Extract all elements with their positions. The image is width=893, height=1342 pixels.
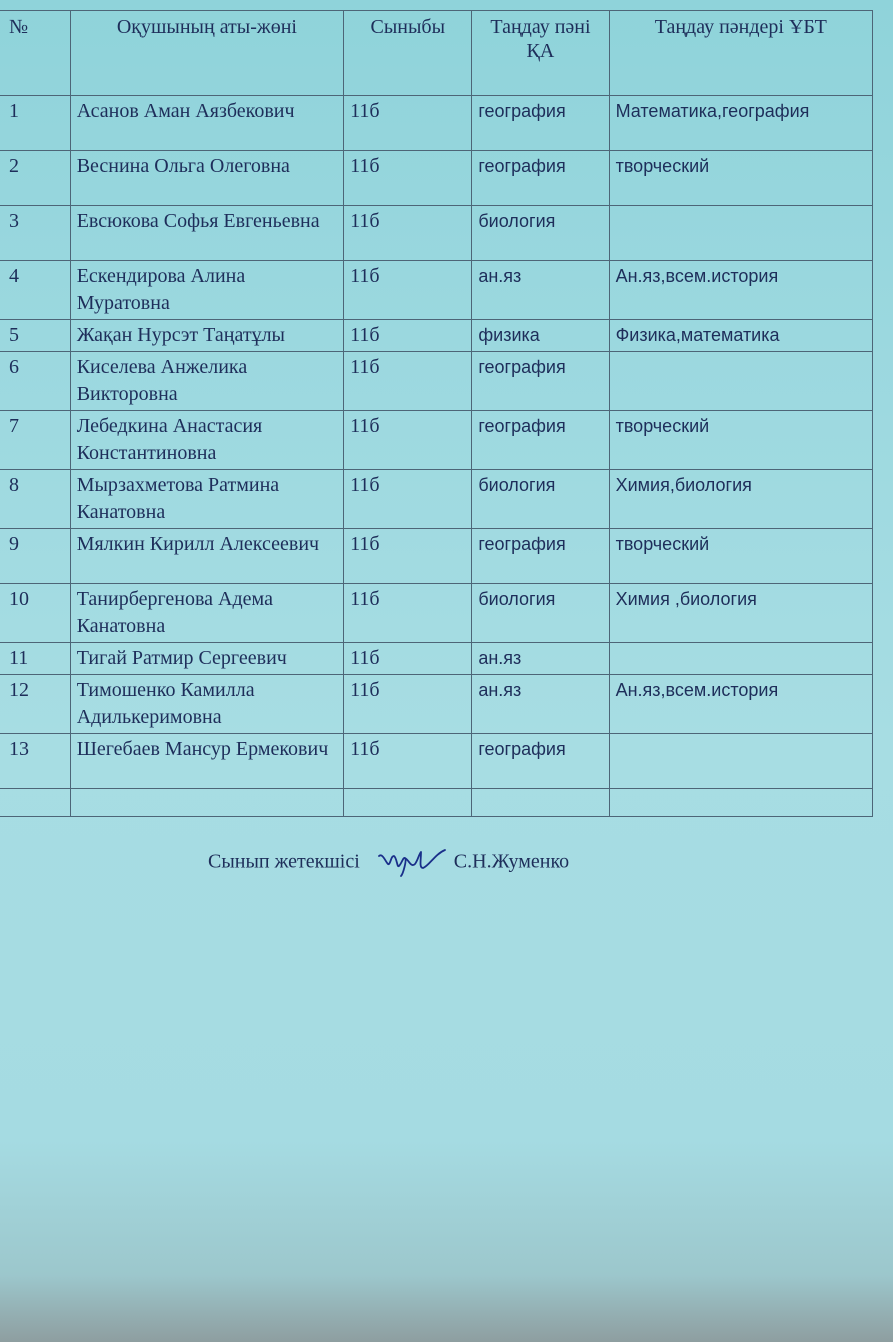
cell-name: Лебедкина Анастасия Константиновна [70,411,343,470]
cell-no: 4 [0,261,70,320]
table-row [0,734,873,789]
table-row [0,411,873,470]
cell-qa: география [472,734,609,789]
header-class: Сыныбы [344,11,472,96]
cell-ubt: Физика,математика [609,320,872,352]
cell-class: 11б [344,151,472,206]
cell-name: Жақан Нурсэт Таңатұлы [70,320,343,352]
student-table [0,10,873,817]
cell-name: Ескендирова Алина Муратовна [70,261,343,320]
cell-no: 13 [0,734,70,789]
cell-class: 11б [344,320,472,352]
header-name: Оқушының аты-жөні [70,11,343,96]
table-row [0,151,873,206]
cell-class: 11б [344,206,472,261]
cell-no: 6 [0,352,70,411]
cell-qa: география [472,96,609,151]
cell-name: Шегебаев Мансур Ермекович [70,734,343,789]
cell-ubt: Ан.яз,всем.история [609,261,872,320]
cell-name: Танирбергенова Адема Канатовна [70,584,343,643]
table-row [0,584,873,643]
cell-no: 10 [0,584,70,643]
cell-qa: география [472,529,609,584]
cell-qa: биология [472,470,609,529]
cell-ubt [609,206,872,261]
cell-empty [0,789,70,817]
cell-class: 11б [344,529,472,584]
cell-qa: география [472,151,609,206]
header-qa: Таңдау пәні ҚА [472,11,609,96]
cell-empty [609,789,872,817]
cell-name: Тигай Ратмир Сергеевич [70,643,343,675]
cell-ubt: творческий [609,411,872,470]
cell-ubt: творческий [609,151,872,206]
cell-name: Тимошенко Камилла Адилькеримовна [70,675,343,734]
table-row [0,320,873,352]
cell-empty [472,789,609,817]
cell-qa: география [472,352,609,411]
cell-qa: ан.яз [472,261,609,320]
cell-ubt: Химия ,биология [609,584,872,643]
cell-ubt [609,643,872,675]
cell-no: 12 [0,675,70,734]
cell-class: 11б [344,261,472,320]
table-row [0,96,873,151]
cell-no: 11 [0,643,70,675]
cell-ubt [609,734,872,789]
handwritten-signature [375,846,447,878]
cell-empty [344,789,472,817]
cell-ubt [609,352,872,411]
cell-name: Мялкин Кирилл Алексеевич [70,529,343,584]
cell-no: 7 [0,411,70,470]
cell-class: 11б [344,643,472,675]
cell-no: 3 [0,206,70,261]
cell-name: Киселева Анжелика Викторовна [70,352,343,411]
table-row [0,352,873,411]
teacher-name: С.Н.Жуменко [453,850,570,873]
cell-ubt: Математика,география [609,96,872,151]
cell-qa: география [472,411,609,470]
cell-no: 5 [0,320,70,352]
cell-no: 2 [0,151,70,206]
supervisor-label: Сынып жетекшісі [208,850,360,873]
cell-no: 1 [0,96,70,151]
table-row [0,675,873,734]
cell-class: 11б [344,584,472,643]
cell-no: 8 [0,470,70,529]
cell-qa: биология [472,206,609,261]
table-row [0,261,873,320]
cell-ubt: творческий [609,529,872,584]
cell-qa: биология [472,584,609,643]
header-ubt: Таңдау пәндері ҰБТ [609,11,872,96]
table-header-row [0,11,873,96]
cell-class: 11б [344,352,472,411]
cell-class: 11б [344,675,472,734]
cell-class: 11б [344,470,472,529]
cell-qa: физика [472,320,609,352]
cell-class: 11б [344,96,472,151]
table-row [0,470,873,529]
table-row [0,206,873,261]
cell-ubt: Химия,биология [609,470,872,529]
cell-ubt: Ан.яз,всем.история [609,675,872,734]
cell-no: 9 [0,529,70,584]
cell-name: Веснина Ольга Олеговна [70,151,343,206]
table-row [0,643,873,675]
table-row [0,529,873,584]
cell-qa: ан.яз [472,643,609,675]
header-no: № [0,11,70,96]
cell-name: Асанов Аман Аязбекович [70,96,343,151]
cell-name: Евсюкова Софья Евгеньевна [70,206,343,261]
cell-class: 11б [344,734,472,789]
cell-empty [70,789,343,817]
table-row-empty [0,789,873,817]
cell-name: Мырзахметова Ратмина Канатовна [70,470,343,529]
signature-line [208,846,569,878]
cell-qa: ан.яз [472,675,609,734]
cell-class: 11б [344,411,472,470]
